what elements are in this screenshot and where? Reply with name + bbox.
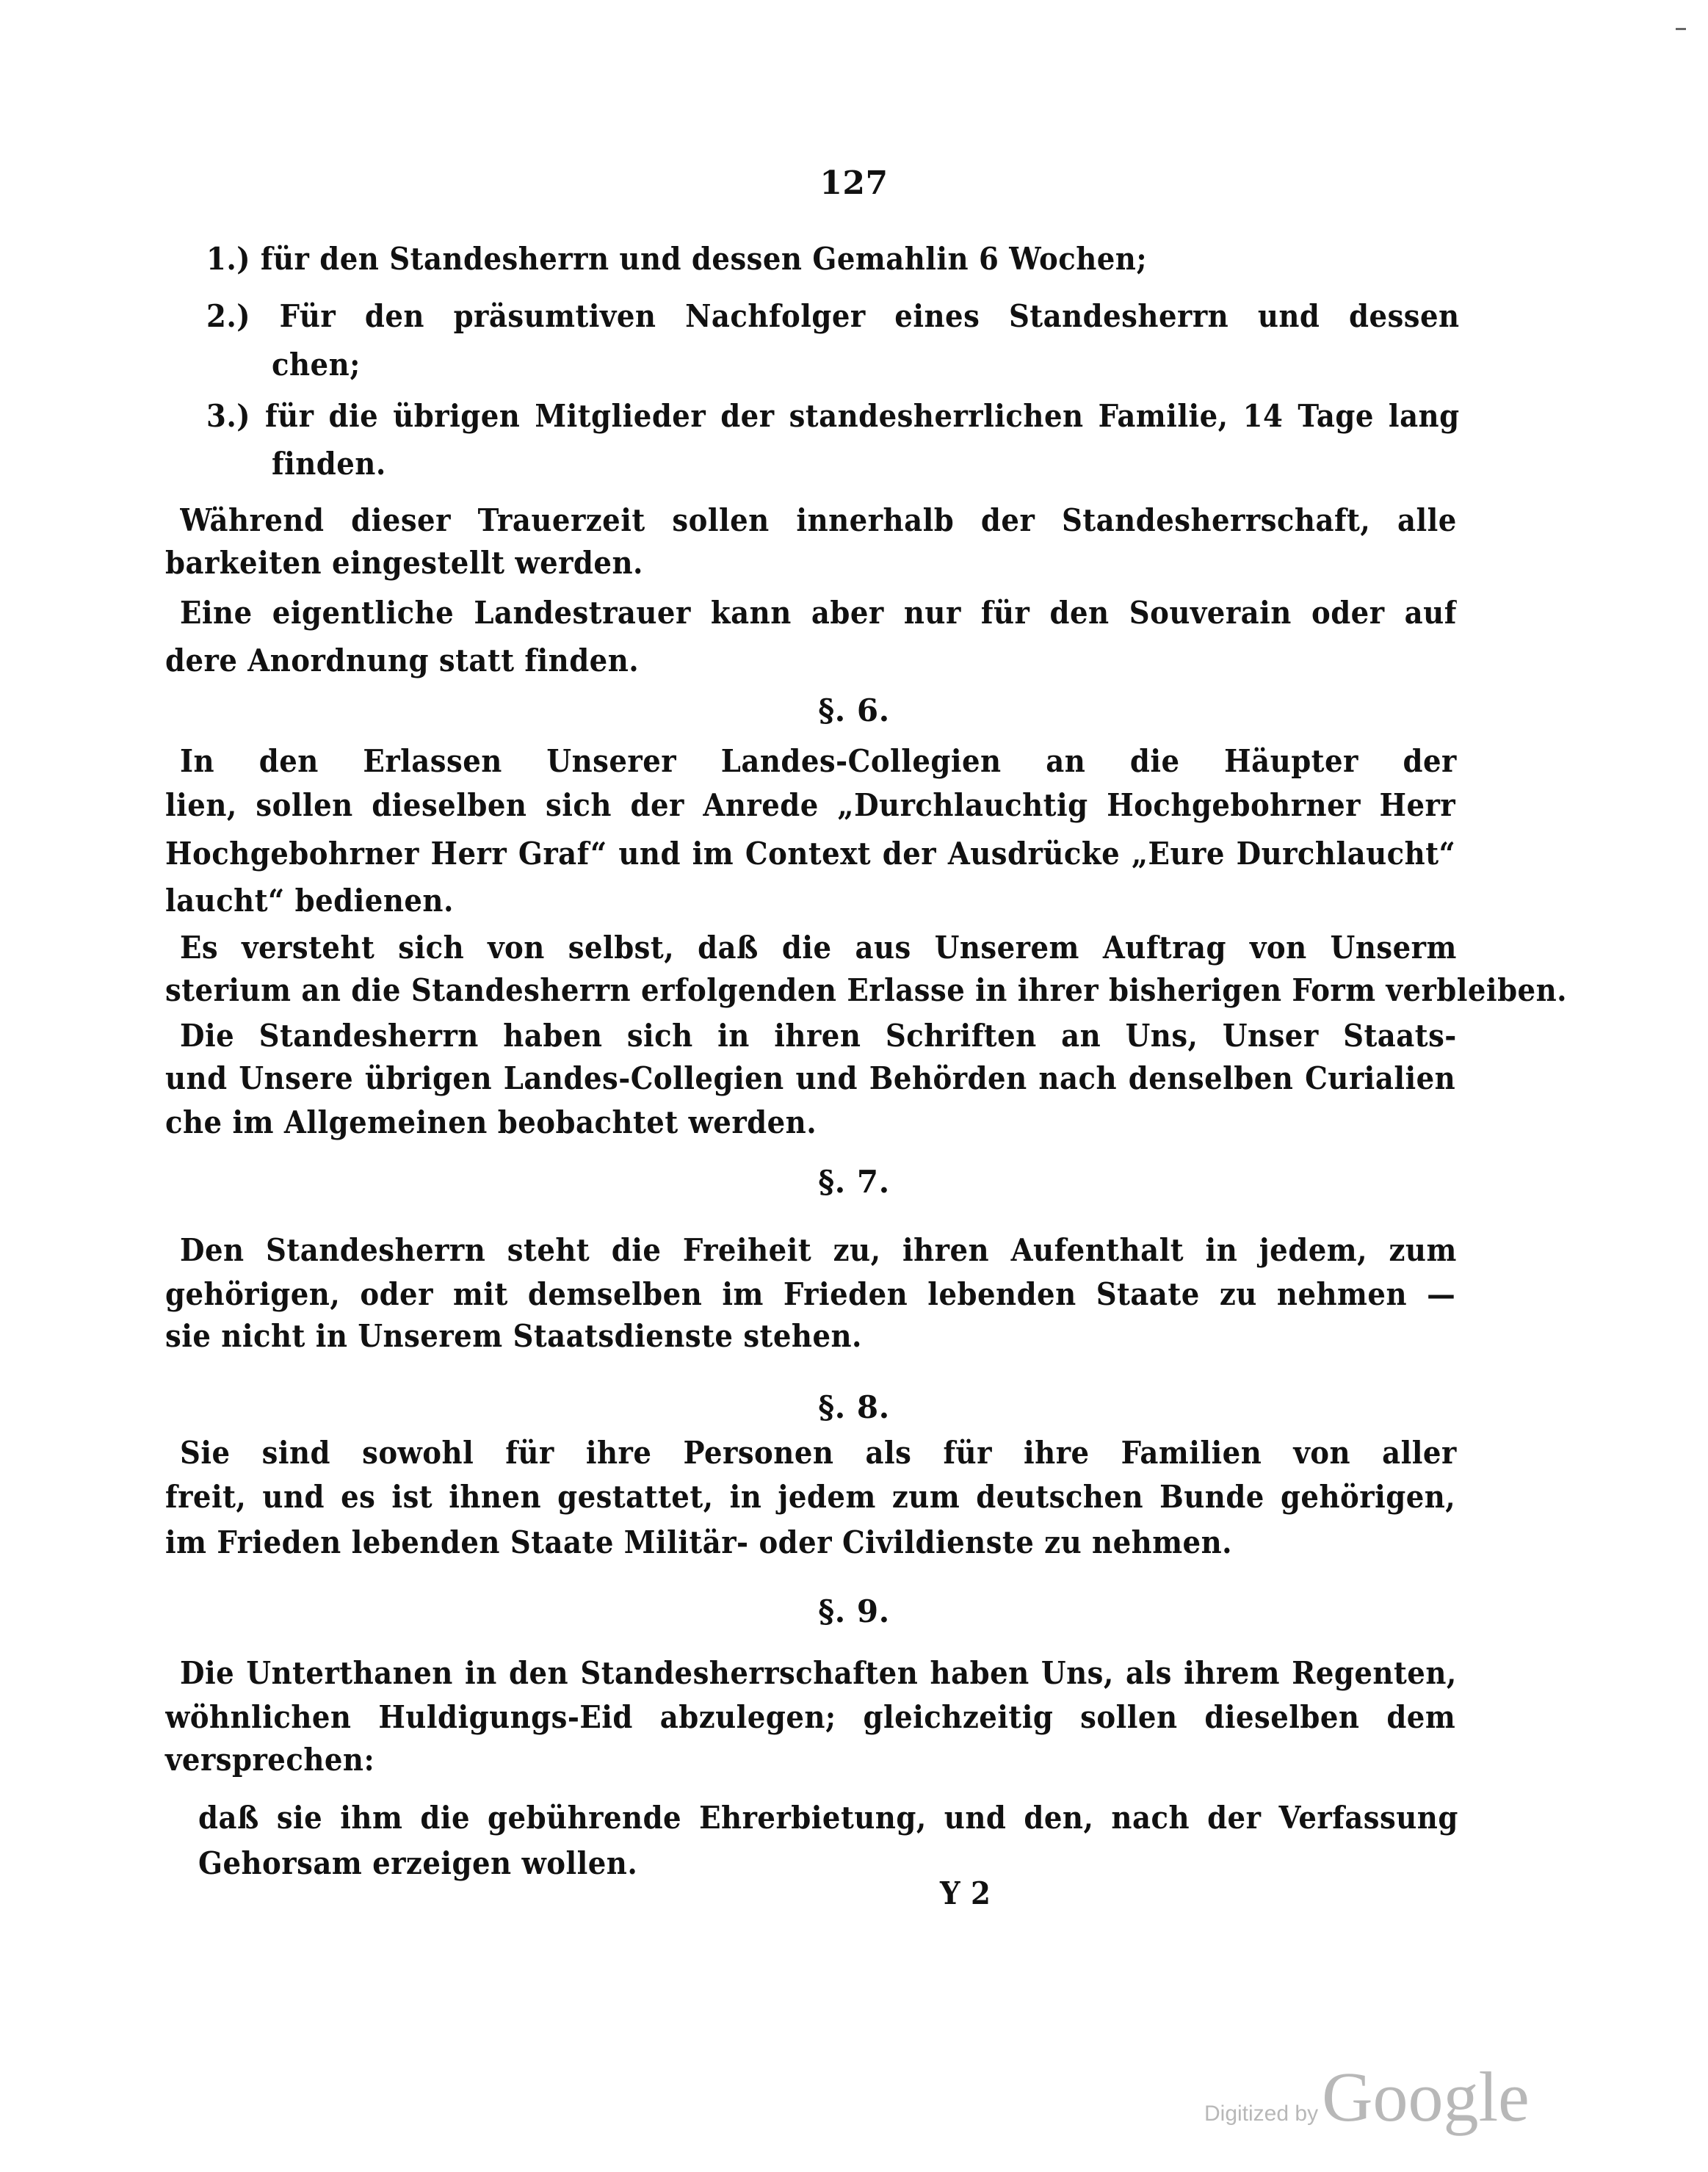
paragraph-line: In den Erlassen Unserer Landes-Collegien an die Häupter der: [180, 743, 1457, 779]
quoted-oath-line: Gehorsam erzeigen wollen.: [198, 1845, 638, 1881]
list-item-continuation: chen;: [272, 347, 361, 383]
list-item: 3.) für die übrigen Mitglieder der standesherrlichen Familie, 14 Tage lang: [206, 398, 1460, 434]
paragraph-line: wöhnlichen Huldigungs-Eid abzulegen; gleichzeitig sollen dieselben dem: [165, 1699, 1456, 1735]
list-item: 2.) Für den präsumtiven Nachfolger eines Standesherrn und dessen: [206, 298, 1460, 334]
section-heading-8: §. 8.: [818, 1389, 890, 1425]
section-heading-6: §. 6.: [818, 692, 890, 728]
paragraph-line: gehörigen, oder mit demselben im Frieden lebenden Staate zu nehmen —: [165, 1276, 1456, 1312]
paragraph-line: sterium an die Standesherrn erfolgenden Erlasse in ihrer bisherigen Form verbleiben.: [165, 972, 1568, 1008]
digitized-by-google-watermark: [1204, 2056, 1530, 2137]
list-item: 1.) für den Standesherrn und dessen Gemahlin 6 Wochen;: [206, 241, 1148, 277]
paragraph-line: dere Anordnung statt finden.: [165, 642, 640, 678]
paragraph-line: sie nicht in Unserem Staatsdienste stehen.: [165, 1318, 862, 1354]
paragraph-line: Eine eigentliche Landestrauer kann aber nur für den Souverain oder auf: [180, 595, 1457, 631]
watermark-prefix: Digitized by: [1204, 2102, 1319, 2126]
paragraph-line: Sie sind sowohl für ihre Personen als für ihre Familien von aller: [180, 1435, 1457, 1471]
quoted-oath-line: daß sie ihm die gebührende Ehrerbietung, und den, nach der Verfassung: [198, 1800, 1458, 1836]
paragraph-line: versprechen:: [165, 1742, 375, 1778]
list-item-continuation: finden.: [272, 446, 386, 482]
paragraph-line: Den Standesherrn steht die Freiheit zu, ihren Aufenthalt in jedem, zum: [180, 1232, 1457, 1268]
signature-mark: Y 2: [940, 1875, 991, 1911]
paragraph-line: freit, und es ist ihnen gestattet, in jedem zum deutschen Bunde gehörigen,: [165, 1479, 1456, 1515]
section-heading-9: §. 9.: [818, 1593, 890, 1629]
paragraph-line: Während dieser Trauerzeit sollen innerhalb der Standesherrschaft, alle: [180, 502, 1457, 538]
paragraph-line: che im Allgemeinen beobachtet werden.: [165, 1104, 817, 1140]
scan-mark: [1676, 28, 1686, 30]
paragraph-line: Hochgebohrner Herr Graf“ und im Context der Ausdrücke „Eure Durchlaucht“: [165, 836, 1456, 872]
watermark-brand: Google: [1322, 2057, 1530, 2136]
paragraph-line: Die Unterthanen in den Standesherrschaften haben Uns, als ihrem Regenten,: [180, 1655, 1457, 1691]
section-heading-7: §. 7.: [818, 1164, 890, 1200]
paragraph-line: Die Standesherrn haben sich in ihren Schriften an Uns, Unser Staats-: [180, 1018, 1457, 1054]
paragraph-line: barkeiten eingestellt werden.: [165, 545, 643, 581]
paragraph-line: lien, sollen dieselben sich der Anrede „Durchlauchtig Hochgebohrner Herr: [165, 787, 1456, 823]
paragraph-line: und Unsere übrigen Landes-Collegien und Behörden nach denselben Curialien: [165, 1060, 1456, 1096]
paragraph-line: Es versteht sich von selbst, daß die aus Unserem Auftrag von Unserm: [180, 930, 1457, 966]
paragraph-line: laucht“ bedienen.: [165, 883, 454, 919]
paragraph-line: im Frieden lebenden Staate Militär- oder Civildienste zu nehmen.: [165, 1524, 1233, 1560]
page-number: 127: [819, 164, 889, 202]
